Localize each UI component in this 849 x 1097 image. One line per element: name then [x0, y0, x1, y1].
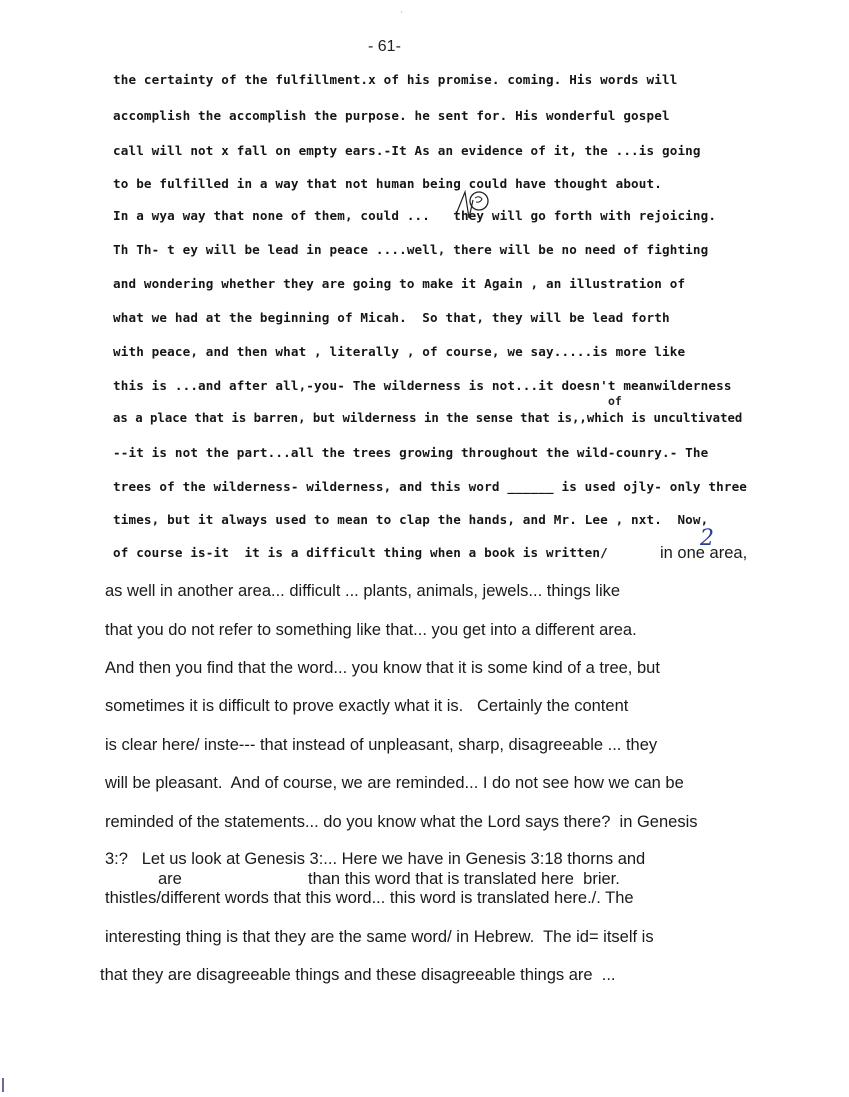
typed-line: and wondering whether they are going to make it Again , an illustration of — [113, 276, 686, 291]
typed-line: what we had at the beginning of Micah. So that, they will be lead forth — [113, 310, 670, 325]
script-line: that you do not refer to something like that... you get into a different area. — [105, 621, 637, 639]
typed-line: trees of the wilderness- wilderness, and this word ______ is used ojly- only three — [113, 479, 748, 494]
interline-text: than this word that is translated here brier. — [308, 870, 620, 888]
typed-line: with peace, and then what , literally , of course, we say.....is more like — [113, 344, 686, 359]
script-line: is clear here/ inste--- that instead of unpleasant, sharp, disagreeable ... they — [105, 736, 658, 754]
script-line: thistles/different words that this word... this word is translated here./. The — [105, 889, 634, 907]
typed-line: this is ...and after all,-you- The wilderness is not...it doesn't meanwilderness — [113, 378, 732, 393]
scan-edge-mark — [2, 1078, 4, 1092]
script-line: reminded of the statements... do you know what the Lord says there? in Genesis — [105, 813, 698, 831]
script-line: sometimes it is difficult to prove exactly what it is. Certainly the content — [105, 697, 629, 715]
script-line: as well in another area... difficult ... plants, animals, jewels... things like — [105, 582, 621, 600]
typed-line: --it is not the part...all the trees growing throughout the wild-counry.- The — [113, 445, 709, 460]
typed-line: accomplish the accomplish the purpose. he sent for. His wonderful gospel — [113, 108, 670, 123]
script-line: And then you find that the word... you know that it is some kind of a tree, but — [105, 659, 660, 677]
typed-line: In a wya way that none of them, could ... they will go forth with rejoicing. — [113, 208, 717, 223]
page-number: - 61- — [368, 38, 401, 55]
handwritten-number: 2 — [700, 526, 714, 551]
interline-text: are — [158, 870, 182, 888]
script-line-tail: in one area, — [660, 544, 748, 562]
circled-annotation-icon — [453, 188, 493, 228]
typed-line: of course is-it it is a difficult thing when a book is written/ — [113, 545, 608, 560]
typed-line: to be fulfilled in a way that not human being could have thought about. — [113, 176, 662, 191]
typed-line: the certainty of the fulfillment.x of his promise. coming. His words will — [113, 72, 678, 87]
typed-line: Th Th- t ey will be lead in peace ....well, there will be no need of fighting — [113, 242, 709, 257]
scan-mark: · — [400, 8, 403, 17]
typed-line: call will not x fall on empty ears.-It As an evidence of it, the ...is going — [113, 143, 701, 158]
typed-line: times, but it always used to mean to clap the hands, and Mr. Lee , nxt. Now, — [113, 512, 709, 527]
script-line: interesting thing is that they are the same word/ in Hebrew. The id= itself is — [105, 928, 654, 946]
script-line: will be pleasant. And of course, we are reminded... I do not see how we can be — [105, 774, 684, 792]
script-line: that they are disagreeable things and these disagreeable things are ... — [100, 966, 616, 984]
typed-line: as a place that is barren, but wilderness in the sense that is,,which is uncultivated — [113, 411, 743, 425]
interlinear-insert: of — [608, 394, 622, 408]
script-line: 3:? Let us look at Genesis 3:... Here we have in Genesis 3:18 thorns and — [105, 850, 646, 868]
